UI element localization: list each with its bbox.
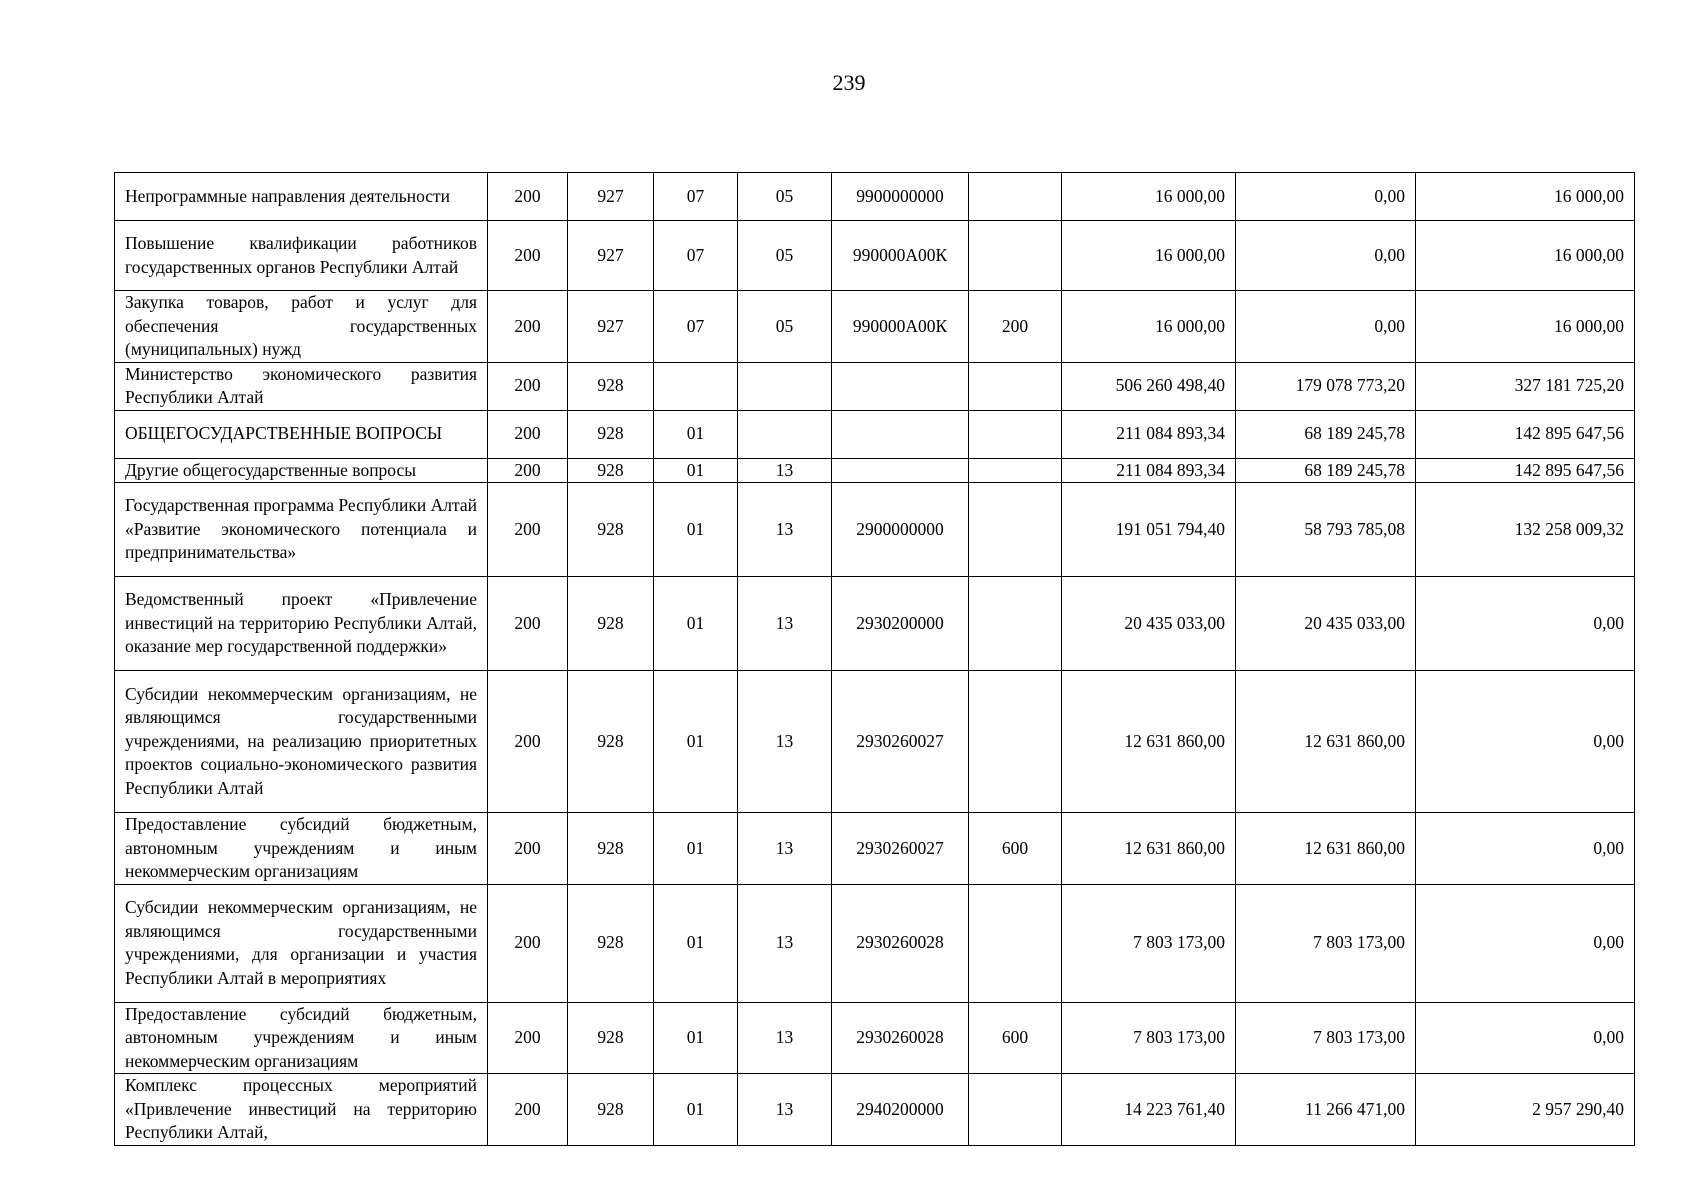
code-section: 01 [654, 671, 738, 813]
code-expense-type [969, 577, 1062, 671]
code-target: 2930260028 [832, 884, 969, 1002]
code-subsection: 13 [738, 671, 832, 813]
table-row [115, 1002, 1635, 1074]
code-gr: 200 [488, 410, 568, 458]
code-gr: 200 [488, 483, 568, 577]
code-expense-type [969, 173, 1062, 221]
table-row [115, 671, 1635, 813]
code-ministry: 927 [568, 173, 654, 221]
code-ministry: 927 [568, 221, 654, 291]
item-name: Субсидии некоммерческим организациям, не являющимся государственными учреждениями, для организации и участия Республики Алтай в мероприятиях [115, 884, 488, 1002]
code-ministry: 928 [568, 813, 654, 885]
code-expense-type [969, 671, 1062, 813]
code-gr: 200 [488, 671, 568, 813]
amount-regional: 16 000,00 [1416, 173, 1635, 221]
amount-total: 14 223 761,40 [1062, 1074, 1236, 1146]
amount-total: 12 631 860,00 [1062, 813, 1236, 885]
code-expense-type: 200 [969, 291, 1062, 363]
code-expense-type: 600 [969, 813, 1062, 885]
amount-regional: 0,00 [1416, 1002, 1635, 1074]
item-name: Комплекс процессных мероприятий «Привлечение инвестиций на территорию Республики Алтай, [115, 1074, 488, 1146]
amount-total: 16 000,00 [1062, 173, 1236, 221]
amount-federal: 11 266 471,00 [1236, 1074, 1416, 1146]
code-subsection [738, 410, 832, 458]
code-ministry: 928 [568, 458, 654, 483]
amount-federal: 179 078 773,20 [1236, 362, 1416, 410]
amount-total: 16 000,00 [1062, 221, 1236, 291]
table-row [115, 884, 1635, 1002]
code-section: 01 [654, 577, 738, 671]
code-expense-type [969, 362, 1062, 410]
code-section [654, 362, 738, 410]
amount-regional: 0,00 [1416, 884, 1635, 1002]
code-expense-type [969, 1074, 1062, 1146]
item-name: Министерство экономического развития Республики Алтай [115, 362, 488, 410]
code-expense-type [969, 483, 1062, 577]
item-name: Предоставление субсидий бюджетным, автономным учреждениям и иным некоммерческим организациям [115, 813, 488, 885]
code-section: 01 [654, 1074, 738, 1146]
code-section: 01 [654, 813, 738, 885]
table-row [115, 410, 1635, 458]
budget-table [114, 172, 1635, 1146]
table-row [115, 1074, 1635, 1146]
code-subsection [738, 362, 832, 410]
code-expense-type [969, 221, 1062, 291]
amount-federal: 12 631 860,00 [1236, 671, 1416, 813]
code-expense-type [969, 410, 1062, 458]
code-gr: 200 [488, 362, 568, 410]
amount-total: 506 260 498,40 [1062, 362, 1236, 410]
table-row [115, 173, 1635, 221]
code-subsection: 13 [738, 884, 832, 1002]
table-row [115, 483, 1635, 577]
code-subsection: 05 [738, 173, 832, 221]
code-ministry: 928 [568, 483, 654, 577]
code-ministry: 928 [568, 577, 654, 671]
code-section: 07 [654, 291, 738, 363]
code-target: 2930260027 [832, 813, 969, 885]
code-section: 07 [654, 221, 738, 291]
code-section: 01 [654, 483, 738, 577]
code-ministry: 928 [568, 1074, 654, 1146]
page-number: 239 [832, 70, 866, 95]
code-expense-type [969, 884, 1062, 1002]
code-target: 2930200000 [832, 577, 969, 671]
amount-regional: 0,00 [1416, 671, 1635, 813]
code-section: 01 [654, 1002, 738, 1074]
item-name: Непрограммные направления деятельности [115, 173, 488, 221]
code-gr: 200 [488, 577, 568, 671]
code-target [832, 410, 969, 458]
amount-federal: 0,00 [1236, 221, 1416, 291]
code-subsection: 13 [738, 483, 832, 577]
item-name: Государственная программа Республики Алтай «Развитие экономического потенциала и предпринимательства» [115, 483, 488, 577]
code-subsection: 05 [738, 221, 832, 291]
amount-federal: 0,00 [1236, 173, 1416, 221]
amount-total: 211 084 893,34 [1062, 410, 1236, 458]
item-name: Субсидии некоммерческим организациям, не являющимся государственными учреждениями, на реализацию приоритетных проектов социально-экономического развития Республики Алтай [115, 671, 488, 813]
amount-total: 12 631 860,00 [1062, 671, 1236, 813]
amount-federal: 0,00 [1236, 291, 1416, 363]
code-ministry: 928 [568, 884, 654, 1002]
code-gr: 200 [488, 1074, 568, 1146]
code-section: 07 [654, 173, 738, 221]
code-ministry: 928 [568, 1002, 654, 1074]
code-target: 990000А00К [832, 221, 969, 291]
code-subsection: 05 [738, 291, 832, 363]
code-target: 2930260027 [832, 671, 969, 813]
code-subsection: 13 [738, 577, 832, 671]
amount-federal: 68 189 245,78 [1236, 410, 1416, 458]
code-gr: 200 [488, 221, 568, 291]
code-expense-type: 600 [969, 1002, 1062, 1074]
amount-regional: 16 000,00 [1416, 221, 1635, 291]
amount-federal: 68 189 245,78 [1236, 458, 1416, 483]
code-section: 01 [654, 410, 738, 458]
table-row [115, 813, 1635, 885]
amount-total: 16 000,00 [1062, 291, 1236, 363]
code-section: 01 [654, 884, 738, 1002]
code-subsection: 13 [738, 458, 832, 483]
code-subsection: 13 [738, 1002, 832, 1074]
item-name: Закупка товаров, работ и услуг для обеспечения государственных (муниципальных) нужд [115, 291, 488, 363]
code-section: 01 [654, 458, 738, 483]
code-gr: 200 [488, 1002, 568, 1074]
code-gr: 200 [488, 173, 568, 221]
code-target: 9900000000 [832, 173, 969, 221]
amount-regional: 0,00 [1416, 577, 1635, 671]
code-target: 990000А00К [832, 291, 969, 363]
item-name: Ведомственный проект «Привлечение инвестиций на территорию Республики Алтай, оказание мер государственной поддержки» [115, 577, 488, 671]
table-row [115, 221, 1635, 291]
amount-total: 20 435 033,00 [1062, 577, 1236, 671]
code-subsection: 13 [738, 813, 832, 885]
code-gr: 200 [488, 884, 568, 1002]
code-ministry: 927 [568, 291, 654, 363]
amount-federal: 20 435 033,00 [1236, 577, 1416, 671]
amount-regional: 2 957 290,40 [1416, 1074, 1635, 1146]
code-target [832, 458, 969, 483]
table-row [115, 577, 1635, 671]
item-name: Предоставление субсидий бюджетным, автономным учреждениям и иным некоммерческим организациям [115, 1002, 488, 1074]
amount-federal: 7 803 173,00 [1236, 1002, 1416, 1074]
amount-regional: 16 000,00 [1416, 291, 1635, 363]
amount-regional: 132 258 009,32 [1416, 483, 1635, 577]
table-row [115, 458, 1635, 483]
amount-regional: 142 895 647,56 [1416, 410, 1635, 458]
item-name: Другие общегосударственные вопросы [115, 458, 488, 483]
amount-total: 7 803 173,00 [1062, 1002, 1236, 1074]
item-name: ОБЩЕГОСУДАРСТВЕННЫЕ ВОПРОСЫ [115, 410, 488, 458]
code-ministry: 928 [568, 410, 654, 458]
code-gr: 200 [488, 458, 568, 483]
code-gr: 200 [488, 813, 568, 885]
amount-total: 211 084 893,34 [1062, 458, 1236, 483]
amount-regional: 327 181 725,20 [1416, 362, 1635, 410]
table-body [115, 173, 1635, 1146]
amount-total: 7 803 173,00 [1062, 884, 1236, 1002]
code-subsection: 13 [738, 1074, 832, 1146]
table-row [115, 362, 1635, 410]
code-ministry: 928 [568, 362, 654, 410]
amount-regional: 142 895 647,56 [1416, 458, 1635, 483]
amount-federal: 58 793 785,08 [1236, 483, 1416, 577]
amount-total: 191 051 794,40 [1062, 483, 1236, 577]
code-target: 2900000000 [832, 483, 969, 577]
amount-federal: 12 631 860,00 [1236, 813, 1416, 885]
code-gr: 200 [488, 291, 568, 363]
item-name: Повышение квалификации работников государственных органов Республики Алтай [115, 221, 488, 291]
code-ministry: 928 [568, 671, 654, 813]
code-target: 2930260028 [832, 1002, 969, 1074]
table-row [115, 291, 1635, 363]
code-target [832, 362, 969, 410]
amount-federal: 7 803 173,00 [1236, 884, 1416, 1002]
code-target: 2940200000 [832, 1074, 969, 1146]
code-expense-type [969, 458, 1062, 483]
amount-regional: 0,00 [1416, 813, 1635, 885]
